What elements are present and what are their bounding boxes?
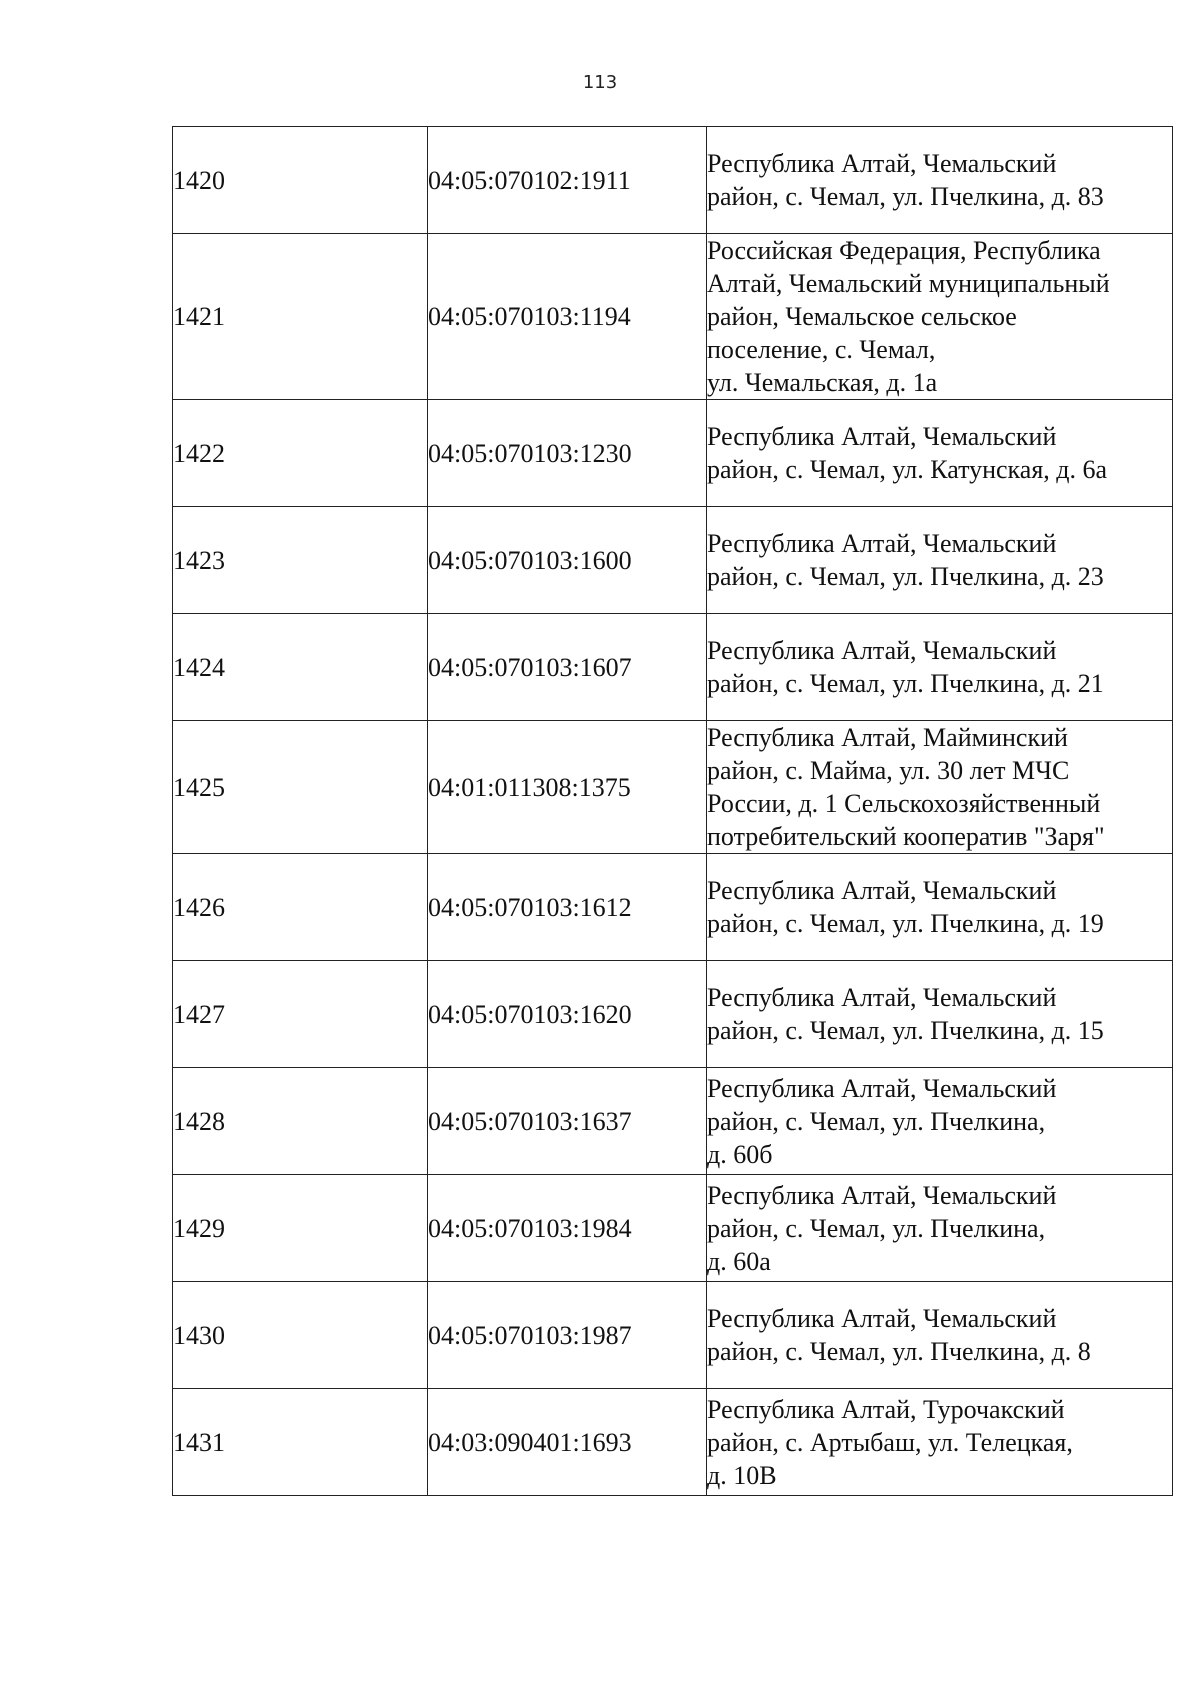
cadastral-number: 04:05:070103:1600 <box>428 507 707 614</box>
row-number: 1425 <box>173 721 428 854</box>
table-row <box>173 721 1173 854</box>
address: Российская Федерация, Республика Алтай, Чемальский муниципальный район, Чемальское сельское поселение, с. Чемал, ул. Чемальская, д. 1а <box>707 236 1110 397</box>
address-cell <box>707 400 1173 507</box>
address-cell <box>707 1175 1173 1282</box>
address: Республика Алтай, Чемальский район, с. Чемал, ул. Пчелкина, д. 60б <box>707 1073 1057 1169</box>
address-cell <box>707 721 1173 854</box>
address: Республика Алтай, Чемальский район, с. Чемал, ул. Пчелкина, д. 83 <box>707 149 1104 211</box>
cadastral-number: 04:05:070103:1637 <box>428 1068 707 1175</box>
row-number: 1420 <box>173 127 428 234</box>
address-cell <box>707 127 1173 234</box>
address: Республика Алтай, Майминский район, с. Майма, ул. 30 лет МЧС России, д. 1 Сельскохозяйственный потребительский кооператив "Заря" <box>707 723 1105 851</box>
row-number: 1422 <box>173 400 428 507</box>
table-row <box>173 507 1173 614</box>
address: Республика Алтай, Турочакский район, с. Артыбаш, ул. Телецкая, д. 10В <box>707 1394 1073 1490</box>
registry-table <box>172 126 1173 1496</box>
cadastral-number: 04:03:090401:1693 <box>428 1389 707 1496</box>
registry-table-body <box>173 127 1173 1496</box>
cadastral-number: 04:05:070103:1612 <box>428 854 707 961</box>
row-number: 1431 <box>173 1389 428 1496</box>
table-row <box>173 961 1173 1068</box>
cadastral-number: 04:05:070102:1911 <box>428 127 707 234</box>
table-row <box>173 1175 1173 1282</box>
row-number: 1423 <box>173 507 428 614</box>
row-number: 1427 <box>173 961 428 1068</box>
cadastral-number: 04:05:070103:1620 <box>428 961 707 1068</box>
cadastral-number: 04:05:070103:1984 <box>428 1175 707 1282</box>
address: Республика Алтай, Чемальский район, с. Чемал, ул. Катунская, д. 6а <box>707 422 1108 484</box>
row-number: 1424 <box>173 614 428 721</box>
row-number: 1426 <box>173 854 428 961</box>
address: Республика Алтай, Чемальский район, с. Чемал, ул. Пчелкина, д. 15 <box>707 983 1104 1045</box>
address: Республика Алтай, Чемальский район, с. Чемал, ул. Пчелкина, д. 23 <box>707 529 1104 591</box>
table-row <box>173 234 1173 400</box>
address-cell <box>707 1389 1173 1496</box>
address: Республика Алтай, Чемальский район, с. Чемал, ул. Пчелкина, д. 8 <box>707 1304 1091 1366</box>
cadastral-number: 04:05:070103:1230 <box>428 400 707 507</box>
row-number: 1429 <box>173 1175 428 1282</box>
table-row <box>173 1068 1173 1175</box>
address-cell <box>707 614 1173 721</box>
cadastral-number: 04:01:011308:1375 <box>428 721 707 854</box>
cadastral-number: 04:05:070103:1194 <box>428 234 707 400</box>
table-row <box>173 400 1173 507</box>
address-cell <box>707 234 1173 400</box>
page-number: 113 <box>582 72 618 93</box>
table-row <box>173 854 1173 961</box>
address: Республика Алтай, Чемальский район, с. Чемал, ул. Пчелкина, д. 60а <box>707 1180 1057 1276</box>
address-cell <box>707 507 1173 614</box>
cadastral-number: 04:05:070103:1987 <box>428 1282 707 1389</box>
address: Республика Алтай, Чемальский район, с. Чемал, ул. Пчелкина, д. 19 <box>707 876 1104 938</box>
row-number: 1430 <box>173 1282 428 1389</box>
address: Республика Алтай, Чемальский район, с. Чемал, ул. Пчелкина, д. 21 <box>707 636 1104 698</box>
table-row <box>173 614 1173 721</box>
cadastral-number: 04:05:070103:1607 <box>428 614 707 721</box>
address-cell <box>707 961 1173 1068</box>
table-row <box>173 1389 1173 1496</box>
address-cell <box>707 1068 1173 1175</box>
row-number: 1428 <box>173 1068 428 1175</box>
table-row <box>173 127 1173 234</box>
address-cell <box>707 854 1173 961</box>
address-cell <box>707 1282 1173 1389</box>
table-row <box>173 1282 1173 1389</box>
row-number: 1421 <box>173 234 428 400</box>
